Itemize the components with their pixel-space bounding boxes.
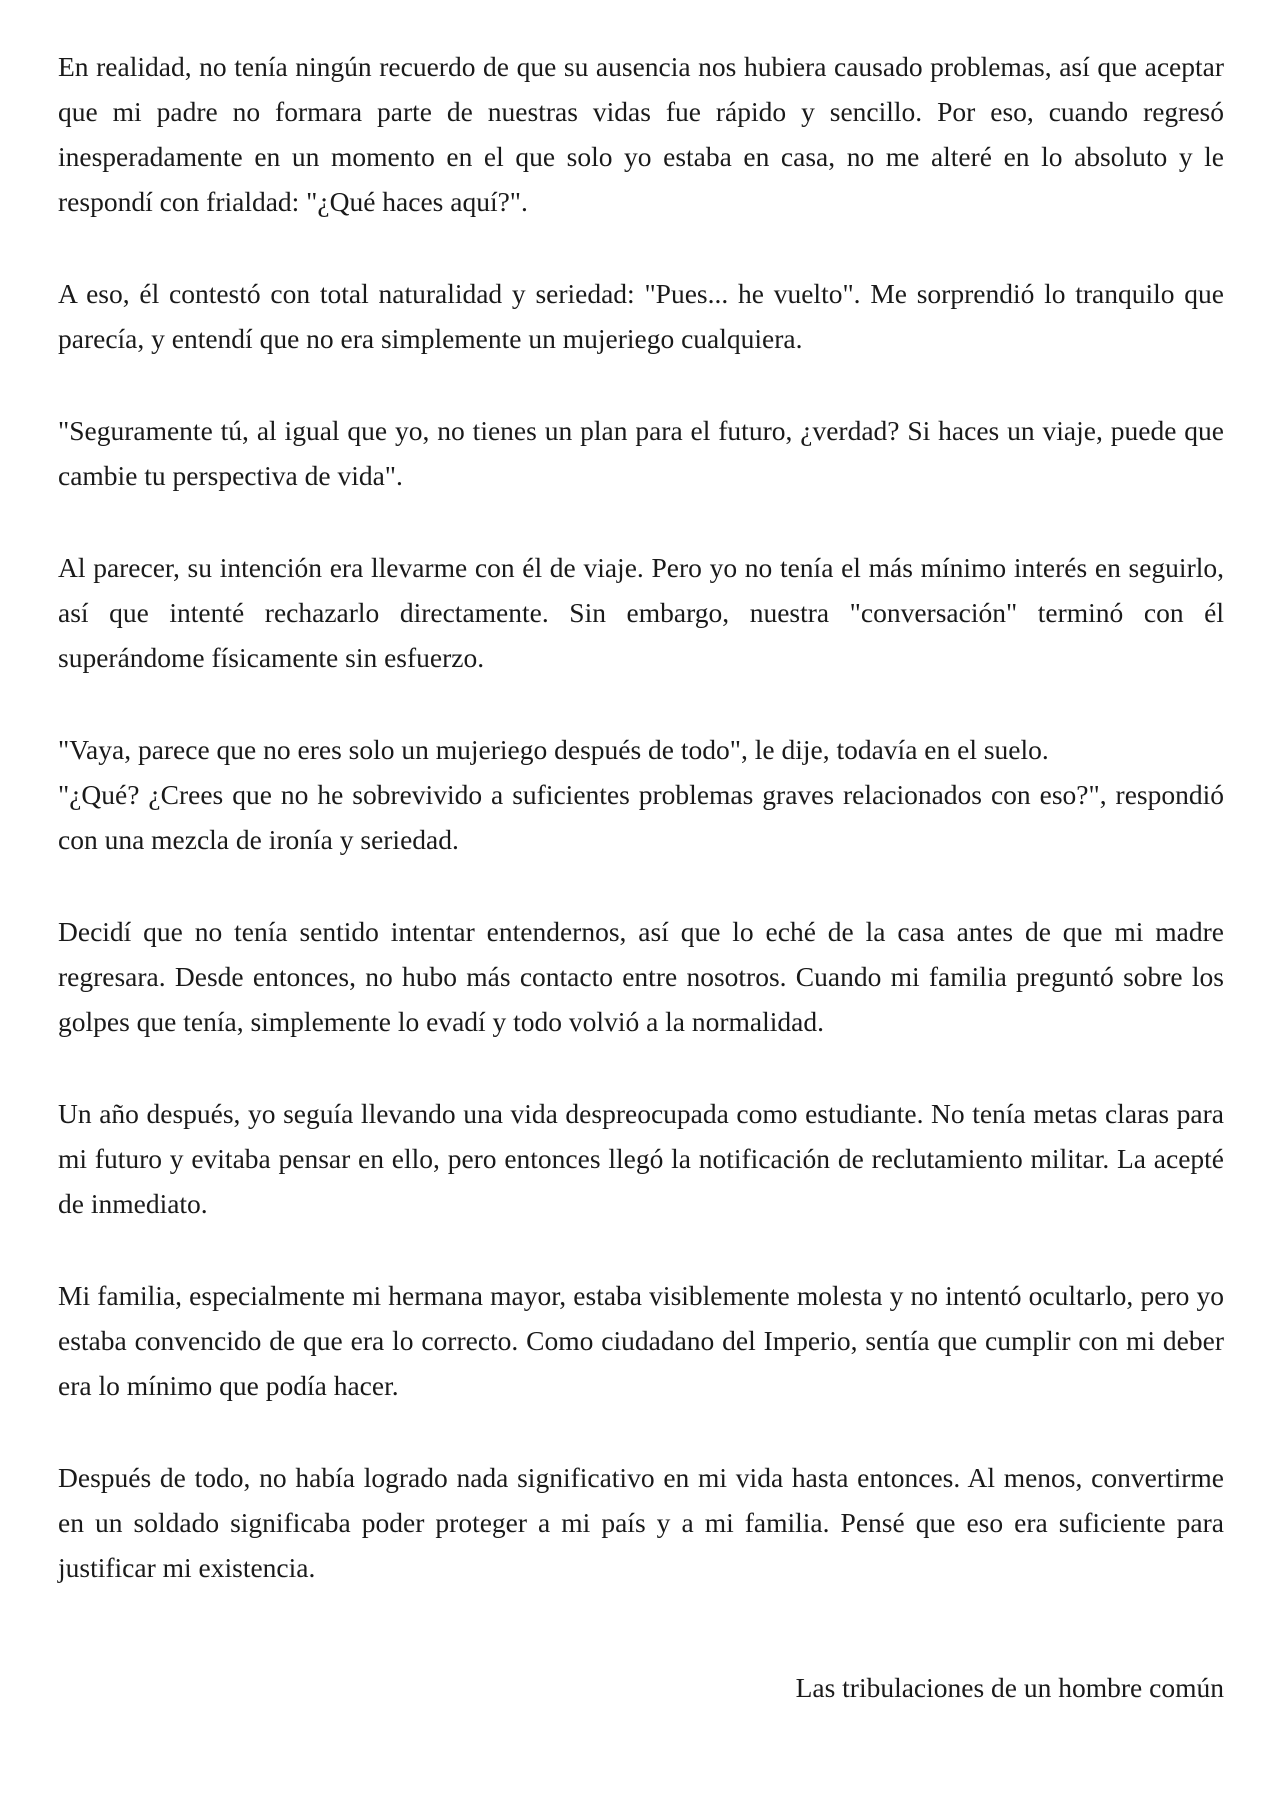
- paragraph-7: Un año después, yo seguía llevando una vida despreocupada como estudiante. No tenía metas claras para mi futuro y evitaba pensar en ello, pero entonces llegó la notificación de reclutamiento militar. La acepté de inmediato.: [58, 1098, 1224, 1219]
- document-body: [58, 44, 1224, 1637]
- paragraph-6: Decidí que no tenía sentido intentar entendernos, así que lo eché de la casa antes de que mi madre regresara. Desde entonces, no hubo más contacto entre nosotros. Cuando mi familia preguntó sobre los golpes que tenía, simplemente lo evadí y todo volvió a la normalidad.: [58, 916, 1224, 1037]
- footer-book-title: Las tribulaciones de un hombre común: [795, 1672, 1224, 1703]
- paragraph-4: Al parecer, su intención era llevarme con él de viaje. Pero yo no tenía el más mínimo interés en seguirlo, así que intenté rechazarlo directamente. Sin embargo, nuestra "conversación" terminó con él superándome físicamente sin esfuerzo.: [58, 552, 1224, 673]
- paragraph-3: "Seguramente tú, al igual que yo, no tienes un plan para el futuro, ¿verdad? Si haces un viaje, puede que cambie tu perspectiva de vida".: [58, 415, 1224, 491]
- paragraph-5a: "Vaya, parece que no eres solo un mujeriego después de todo", le dije, todavía en el suelo.: [58, 734, 1049, 765]
- paragraph-9: Después de todo, no había logrado nada significativo en mi vida hasta entonces. Al menos, convertirme en un soldado significaba poder proteger a mi país y a mi familia. Pensé que eso era suficiente para justificar mi existencia.: [58, 1462, 1224, 1583]
- paragraph-1: En realidad, no tenía ningún recuerdo de que su ausencia nos hubiera causado problemas, así que aceptar que mi padre no formara parte de nuestras vidas fue rápido y sencillo. Por eso, cuando regresó inesperadamente en un momento en el que solo yo estaba en casa, no me alteré en lo absoluto y le respondí con frialdad: "¿Qué haces aquí?".: [58, 51, 1224, 217]
- paragraph-5b: "¿Qué? ¿Crees que no he sobrevivido a suficientes problemas graves relacionados con eso?", respondió con una mezcla de ironía y seriedad.: [58, 779, 1224, 855]
- paragraph-8: Mi familia, especialmente mi hermana mayor, estaba visiblemente molesta y no intentó ocultarlo, pero yo estaba convencido de que era lo correcto. Como ciudadano del Imperio, sentía que cumplir con mi deber era lo mínimo que podía hacer.: [58, 1280, 1224, 1401]
- paragraph-2: A eso, él contestó con total naturalidad y seriedad: "Pues... he vuelto". Me sorprendió lo tranquilo que parecía, y entendí que no era simplemente un mujeriego cualquiera.: [58, 278, 1224, 354]
